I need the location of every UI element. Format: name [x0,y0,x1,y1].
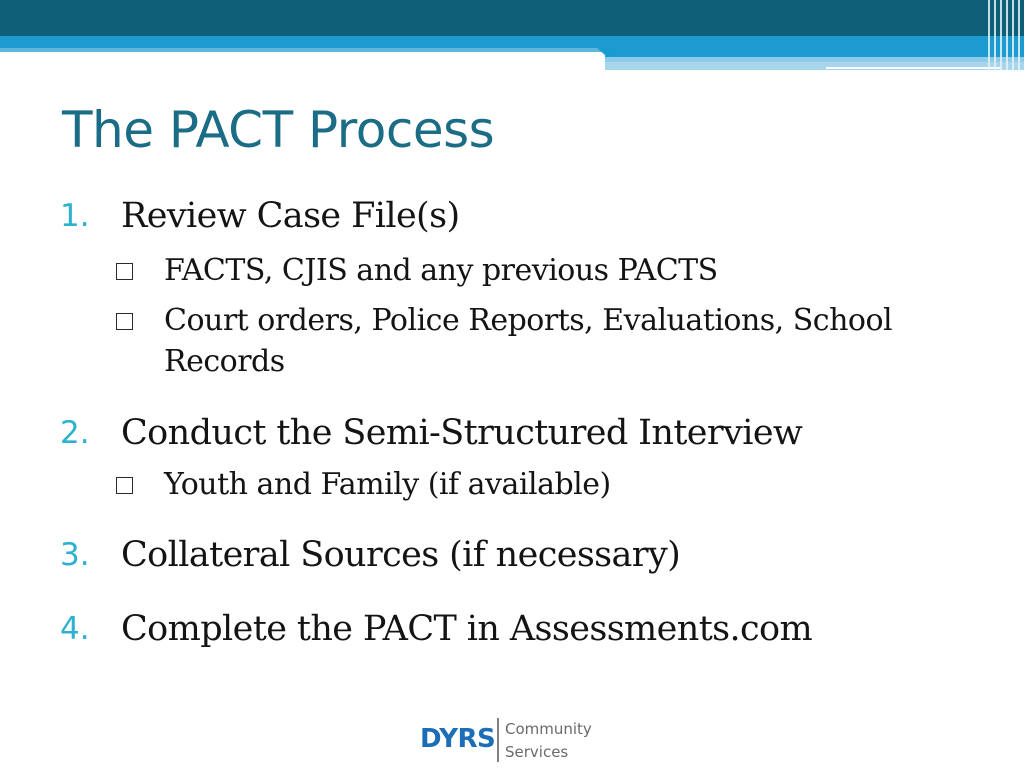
hollow-square-icon [116,263,133,280]
hollow-square-icon [116,477,133,494]
step-number: 4. [60,611,90,647]
dyrs-logo [420,716,620,766]
step-number: 2. [60,415,90,451]
logo-mark: DYRS [420,724,496,754]
step-text: Review Case File(s) [121,196,460,236]
step-number: 3. [60,537,90,573]
logo-line-1: Community [505,720,592,738]
bullet-text: Youth and Family (if available) [164,467,611,502]
logo-line-2: Services [505,743,569,761]
hollow-square-icon [116,313,133,330]
step-text: Collateral Sources (if necessary) [121,535,681,575]
bullet-text: Court orders, Police Reports, Evaluations, School Records [164,303,893,379]
slide-title: The PACT Process [62,101,495,159]
step-number: 1. [60,198,90,234]
step-text: Conduct the Semi-Structured Interview [121,413,803,453]
logo-divider [497,718,499,762]
bullet-text: FACTS, CJIS and any previous PACTS [164,253,718,288]
step-text: Complete the PACT in Assessments.com [121,609,813,649]
